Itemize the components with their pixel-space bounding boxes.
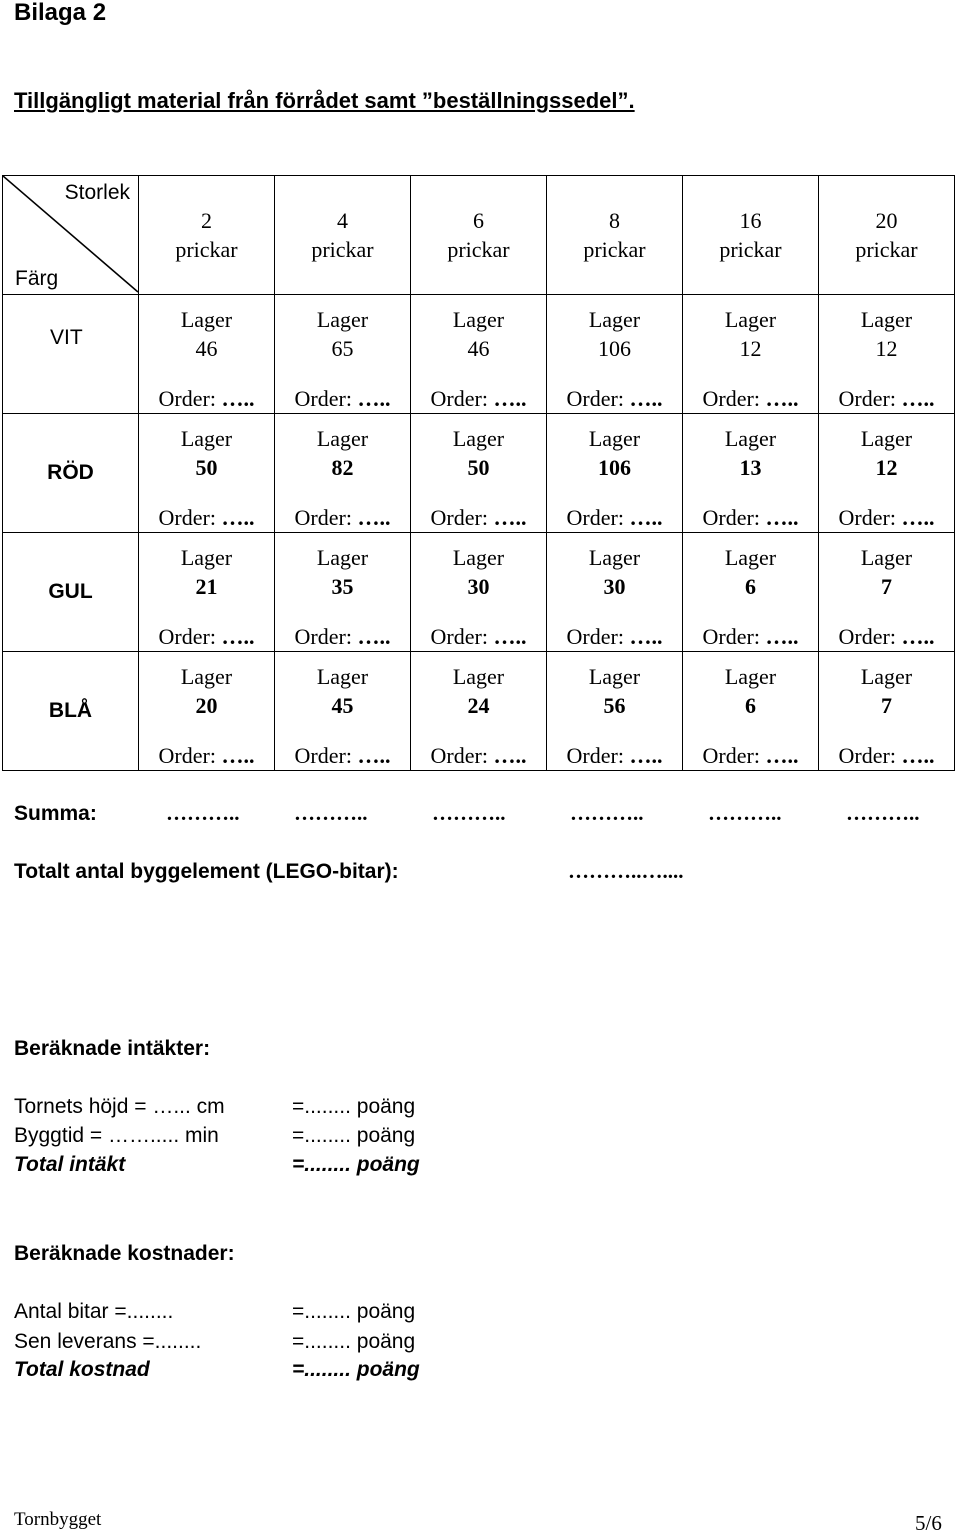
column-size-unit: prickar	[447, 237, 510, 262]
order-field[interactable]	[547, 742, 682, 770]
income-title: Beräknade intäkter:	[14, 1037, 211, 1060]
order-field[interactable]	[139, 742, 274, 770]
summa-dots: ………..	[432, 801, 506, 825]
order-blank[interactable]: …..	[357, 743, 391, 768]
stock-order-cell[interactable]	[683, 295, 819, 414]
order-label: Order:	[430, 624, 488, 649]
order-field[interactable]	[819, 504, 954, 532]
order-label: Order:	[430, 743, 488, 768]
order-label: Order:	[294, 743, 352, 768]
lager-label: Lager	[860, 307, 913, 332]
table-header-row	[3, 176, 955, 295]
lager-label: Lager	[316, 426, 369, 451]
lager-count: 21	[195, 574, 218, 599]
order-field[interactable]	[683, 623, 818, 651]
order-label: Order:	[158, 743, 216, 768]
order-field[interactable]	[139, 385, 274, 413]
lager-label: Lager	[860, 426, 913, 451]
row-color-label: RÖD	[3, 414, 139, 533]
income-time-line: Byggtid = ……..... min	[14, 1124, 219, 1147]
order-blank[interactable]: …..	[629, 624, 663, 649]
stock-order-table	[2, 175, 955, 771]
lager-label: Lager	[180, 307, 233, 332]
lager-label: Lager	[180, 426, 233, 451]
order-blank[interactable]: …..	[901, 743, 935, 768]
lager-label: Lager	[588, 664, 641, 689]
stock-order-cell[interactable]	[411, 652, 547, 771]
stock-order-cell[interactable]	[275, 295, 411, 414]
order-field[interactable]	[275, 742, 410, 770]
stock-order-cell[interactable]	[819, 414, 955, 533]
order-label: Order:	[294, 505, 352, 530]
table-row	[3, 533, 955, 652]
stock-order-cell[interactable]	[139, 414, 275, 533]
summa-label: Summa:	[14, 802, 97, 825]
lager-count: 6	[745, 693, 756, 718]
order-field[interactable]	[683, 385, 818, 413]
order-label: Order:	[566, 743, 624, 768]
order-label: Order:	[702, 624, 760, 649]
page-heading: Bilaga 2	[14, 0, 107, 26]
column-size-number: 2	[201, 208, 212, 233]
stock-order-cell[interactable]	[819, 533, 955, 652]
stock-order-cell[interactable]	[139, 652, 275, 771]
order-field[interactable]	[819, 742, 954, 770]
column-header	[683, 176, 819, 295]
column-header	[275, 176, 411, 295]
order-blank[interactable]: …..	[357, 386, 391, 411]
summa-dots: ………..	[294, 801, 368, 825]
order-label: Order:	[430, 386, 488, 411]
order-label: Order:	[566, 386, 624, 411]
cost-pieces-points: =........ poäng	[292, 1300, 416, 1323]
order-blank[interactable]: …..	[493, 624, 527, 649]
column-header	[819, 176, 955, 295]
order-field[interactable]	[411, 742, 546, 770]
table-row	[3, 295, 955, 414]
stock-order-cell[interactable]	[547, 533, 683, 652]
order-blank[interactable]: …..	[357, 505, 391, 530]
order-field[interactable]	[819, 385, 954, 413]
column-size-unit: prickar	[719, 237, 782, 262]
stock-order-cell[interactable]	[139, 295, 275, 414]
color-axis-label: Färg	[15, 267, 59, 290]
summa-dots: ………..	[166, 801, 240, 825]
lager-label: Lager	[452, 426, 505, 451]
lager-label: Lager	[724, 307, 777, 332]
stock-order-cell[interactable]	[275, 652, 411, 771]
order-field[interactable]	[411, 623, 546, 651]
column-header	[139, 176, 275, 295]
lager-count: 24	[467, 693, 490, 718]
lager-label: Lager	[316, 664, 369, 689]
income-time-points: =........ poäng	[292, 1124, 416, 1147]
lager-count: 46	[195, 336, 218, 361]
row-color-label: BLÅ	[3, 652, 139, 771]
stock-order-cell[interactable]	[547, 652, 683, 771]
column-header	[547, 176, 683, 295]
lager-count: 12	[875, 336, 898, 361]
summa-dots: ………..	[708, 801, 782, 825]
lager-count: 7	[881, 574, 892, 599]
stock-order-cell[interactable]	[275, 533, 411, 652]
order-blank[interactable]: …..	[221, 505, 255, 530]
order-field[interactable]	[683, 742, 818, 770]
lager-count: 30	[467, 574, 490, 599]
income-height-line: Tornets höjd = …... cm	[14, 1095, 225, 1118]
lager-label: Lager	[724, 545, 777, 570]
order-blank[interactable]: …..	[221, 624, 255, 649]
lager-label: Lager	[316, 307, 369, 332]
stock-order-cell[interactable]	[411, 533, 547, 652]
column-size-unit: prickar	[311, 237, 374, 262]
order-field[interactable]	[275, 623, 410, 651]
total-pieces-dots: ………..…....	[568, 859, 684, 883]
order-field[interactable]	[139, 504, 274, 532]
lager-count: 50	[467, 455, 490, 480]
lager-label: Lager	[588, 545, 641, 570]
lager-label: Lager	[724, 426, 777, 451]
order-blank[interactable]: …..	[629, 743, 663, 768]
stock-order-cell[interactable]	[547, 295, 683, 414]
income-height-points: =........ poäng	[292, 1095, 416, 1118]
order-field[interactable]	[547, 504, 682, 532]
stock-order-cell[interactable]	[819, 652, 955, 771]
row-color-label: GUL	[3, 533, 139, 652]
lager-label: Lager	[860, 664, 913, 689]
column-size-number: 20	[875, 208, 898, 233]
lager-count: 35	[331, 574, 354, 599]
lager-label: Lager	[316, 545, 369, 570]
lager-count: 6	[745, 574, 756, 599]
order-label: Order:	[702, 743, 760, 768]
stock-order-cell[interactable]	[683, 652, 819, 771]
lager-label: Lager	[180, 545, 233, 570]
stock-order-cell[interactable]	[547, 414, 683, 533]
cost-title: Beräknade kostnader:	[14, 1242, 235, 1265]
column-header	[411, 176, 547, 295]
lager-count: 13	[739, 455, 762, 480]
order-label: Order:	[294, 624, 352, 649]
column-size-unit: prickar	[175, 237, 238, 262]
order-blank[interactable]: …..	[221, 743, 255, 768]
stock-order-cell[interactable]	[819, 295, 955, 414]
lager-count: 30	[603, 574, 626, 599]
stock-order-cell[interactable]	[683, 414, 819, 533]
order-label: Order:	[566, 505, 624, 530]
order-blank[interactable]: …..	[901, 505, 935, 530]
column-size-unit: prickar	[583, 237, 646, 262]
stock-order-cell[interactable]	[411, 414, 547, 533]
column-size-number: 8	[609, 208, 620, 233]
order-label: Order:	[158, 386, 216, 411]
order-field[interactable]	[683, 504, 818, 532]
order-field[interactable]	[139, 623, 274, 651]
lager-count: 106	[598, 455, 631, 480]
stock-order-cell[interactable]	[683, 533, 819, 652]
table-corner-cell	[3, 176, 139, 295]
cost-pieces-line: Antal bitar =........	[14, 1300, 174, 1323]
table-row	[3, 414, 955, 533]
total-pieces-label: Totalt antal byggelement (LEGO-bitar):	[14, 860, 399, 883]
order-blank[interactable]: …..	[901, 386, 935, 411]
order-blank[interactable]: …..	[901, 624, 935, 649]
lager-count: 12	[739, 336, 762, 361]
order-label: Order:	[838, 624, 896, 649]
column-size-number: 4	[337, 208, 348, 233]
order-label: Order:	[838, 505, 896, 530]
row-color-label	[3, 295, 139, 414]
column-size-number: 16	[739, 208, 762, 233]
order-blank[interactable]: …..	[493, 386, 527, 411]
stock-order-cell[interactable]	[139, 533, 275, 652]
order-field[interactable]	[275, 504, 410, 532]
order-blank[interactable]: …..	[765, 743, 799, 768]
order-label: Order:	[702, 386, 760, 411]
order-blank[interactable]: …..	[629, 386, 663, 411]
table-row	[3, 652, 955, 771]
summa-dots: ………..	[570, 801, 644, 825]
order-label: Order:	[838, 743, 896, 768]
order-label: Order:	[158, 505, 216, 530]
stock-order-cell[interactable]	[411, 295, 547, 414]
lager-count: 56	[603, 693, 626, 718]
lager-label: Lager	[588, 307, 641, 332]
lager-count: 7	[881, 693, 892, 718]
order-label: Order:	[294, 386, 352, 411]
order-field[interactable]	[819, 623, 954, 651]
order-label: Order:	[566, 624, 624, 649]
lager-count: 65	[331, 336, 354, 361]
order-blank[interactable]: …..	[493, 505, 527, 530]
order-blank[interactable]: …..	[765, 624, 799, 649]
lager-label: Lager	[860, 545, 913, 570]
lager-label: Lager	[452, 545, 505, 570]
lager-count: 12	[875, 455, 898, 480]
income-total-line: Total intäkt	[14, 1153, 126, 1176]
order-blank[interactable]: …..	[493, 743, 527, 768]
order-blank[interactable]: …..	[765, 505, 799, 530]
income-total-points: =........ poäng	[292, 1153, 420, 1176]
order-label: Order:	[158, 624, 216, 649]
summa-dots: ………..	[846, 801, 920, 825]
order-field[interactable]	[411, 504, 546, 532]
lager-count: 20	[195, 693, 218, 718]
row-label-vit: VIT	[50, 326, 83, 349]
order-label: Order:	[838, 386, 896, 411]
order-field[interactable]	[275, 385, 410, 413]
order-blank[interactable]: …..	[357, 624, 391, 649]
lager-label: Lager	[588, 426, 641, 451]
order-field[interactable]	[547, 385, 682, 413]
lager-label: Lager	[452, 664, 505, 689]
lager-count: 46	[467, 336, 490, 361]
cost-late-line: Sen leverans =........	[14, 1330, 202, 1353]
size-axis-label: Storlek	[64, 181, 130, 204]
footer-page-number: 5/6	[915, 1511, 942, 1535]
cost-late-points: =........ poäng	[292, 1330, 416, 1353]
column-size-unit: prickar	[855, 237, 918, 262]
cost-total-line: Total kostnad	[14, 1358, 150, 1381]
order-blank[interactable]: …..	[765, 386, 799, 411]
order-label: Order:	[430, 505, 488, 530]
lager-count: 82	[331, 455, 354, 480]
order-blank[interactable]: …..	[221, 386, 255, 411]
order-field[interactable]	[411, 385, 546, 413]
lager-count: 45	[331, 693, 354, 718]
lager-count: 106	[598, 336, 631, 361]
footer-title: Tornbygget	[14, 1509, 102, 1530]
order-field[interactable]	[547, 623, 682, 651]
cost-total-points: =........ poäng	[292, 1358, 420, 1381]
page-subtitle: Tillgängligt material från förrådet samt ”beställningssedel”.	[14, 88, 635, 113]
lager-label: Lager	[180, 664, 233, 689]
column-size-number: 6	[473, 208, 484, 233]
lager-count: 50	[195, 455, 218, 480]
stock-order-cell[interactable]	[275, 414, 411, 533]
order-label: Order:	[702, 505, 760, 530]
lager-label: Lager	[724, 664, 777, 689]
lager-label: Lager	[452, 307, 505, 332]
order-blank[interactable]: …..	[629, 505, 663, 530]
